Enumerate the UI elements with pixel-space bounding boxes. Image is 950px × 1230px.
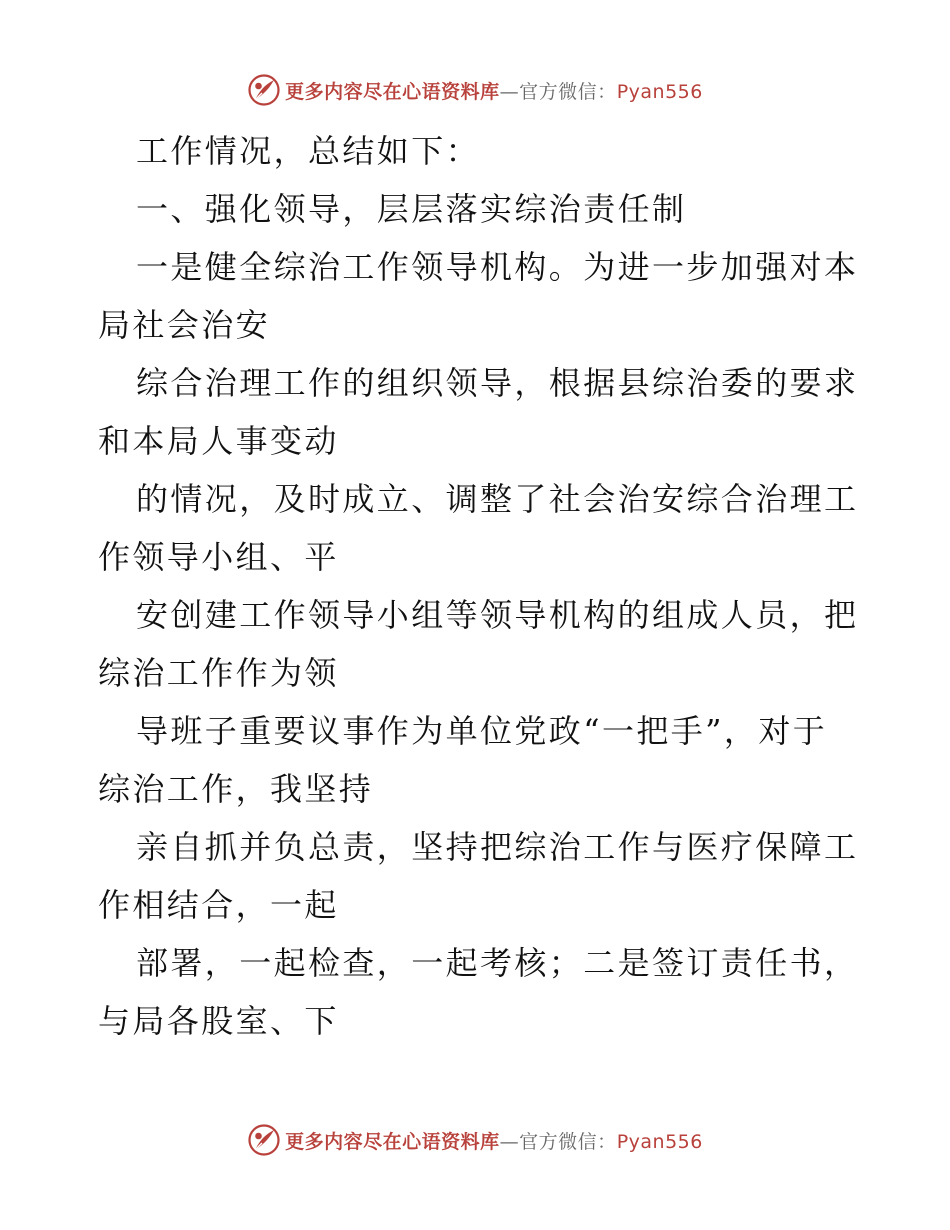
line-text: 一是健全综治工作领导机构。为进一步加强对本 (136, 248, 859, 286)
watermark-dash: — (499, 1130, 520, 1153)
watermark-dash: — (499, 80, 520, 103)
header-watermark (0, 70, 950, 110)
paragraph-line (98, 934, 859, 1050)
line-continuation: 与局各股室、下 (98, 1002, 339, 1040)
watermark-wechat-id: Pyan556 (616, 1130, 703, 1153)
line-text: 工作情况，总结如下： (136, 132, 481, 170)
watermark-wechat-id: Pyan556 (616, 80, 703, 103)
paragraph-line (98, 122, 852, 180)
section-heading (98, 180, 852, 238)
document-body (98, 122, 859, 1050)
watermark-wechat-label: 官方微信： (519, 80, 617, 103)
line-continuation: 局社会治安 (98, 306, 271, 344)
watermark-site: 更多内容尽在心语资料库 (285, 1130, 500, 1153)
line-text: 的情况，及时成立、调整了社会治安综合治理工 (136, 480, 859, 518)
line-text: 部署，一起检查，一起考核；二是签订责任书， (136, 944, 859, 982)
line-text: 亲自抓并负总责，坚持把综治工作与医疗保障工 (136, 828, 859, 866)
paragraph-line (98, 818, 859, 934)
quill-logo-icon (247, 73, 281, 107)
line-continuation: 综治工作，我坚持 (98, 770, 374, 808)
watermark-text (285, 1127, 703, 1154)
paragraph-line (98, 470, 859, 586)
quill-logo-icon (247, 1123, 281, 1157)
watermark-wechat-label: 官方微信： (519, 1130, 617, 1153)
line-text: 导班子重要议事作为单位党政“一把手”，对于 (136, 712, 828, 750)
line-text: 综合治理工作的组织领导，根据县综治委的要求 (136, 364, 859, 402)
line-continuation: 综治工作作为领 (98, 654, 339, 692)
footer-watermark (0, 1120, 950, 1160)
line-continuation: 和本局人事变动 (98, 422, 339, 460)
paragraph-line (98, 702, 852, 818)
line-text: 安创建工作领导小组等领导机构的组成人员，把 (136, 596, 859, 634)
line-text: 一、强化领导，层层落实综治责任制 (136, 190, 687, 228)
paragraph-line (98, 238, 859, 354)
paragraph-line (98, 586, 859, 702)
line-continuation: 作相结合，一起 (98, 886, 339, 924)
watermark-site: 更多内容尽在心语资料库 (285, 80, 500, 103)
paragraph-line (98, 354, 859, 470)
line-continuation: 作领导小组、平 (98, 538, 339, 576)
watermark-text (285, 77, 703, 104)
